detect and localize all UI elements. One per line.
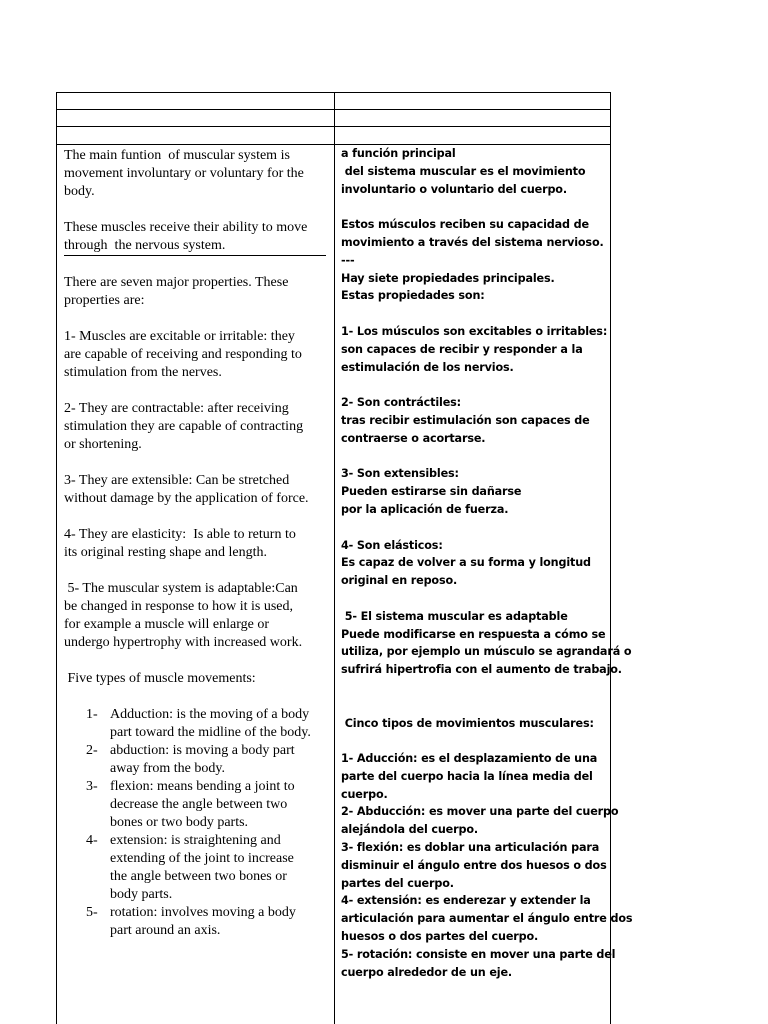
text-line: The main funtion of muscular system is bbox=[64, 148, 290, 163]
list-item bbox=[64, 904, 326, 940]
list-number: 4- bbox=[86, 833, 98, 848]
text-line: parte del cuerpo hacia la línea media del bbox=[341, 769, 593, 783]
text-line: be changed in response to how it is used, bbox=[64, 599, 294, 614]
text-line: There are seven major properties. These bbox=[64, 275, 289, 290]
list-item bbox=[64, 706, 326, 742]
paragraph-property-4 bbox=[64, 526, 326, 562]
text-line: 3- They are extensible: Can be stretched bbox=[64, 473, 290, 488]
text-line: 3- Son extensibles: bbox=[341, 467, 459, 481]
text-line: articulación para aumentar el ángulo entre dos bbox=[341, 912, 633, 926]
text-line: disminuir el ángulo entre dos huesos o dos bbox=[341, 858, 607, 872]
text-line: 5- rotación: consiste en mover una parte del bbox=[341, 947, 616, 961]
text-line: the angle between two bones or bbox=[110, 869, 287, 884]
text-line: for example a muscle will enlarge or bbox=[64, 617, 269, 632]
paragraph-propiedad-4 bbox=[341, 537, 609, 590]
text-line: through the nervous system. bbox=[64, 238, 226, 253]
paragraph-nervous-system bbox=[64, 219, 326, 256]
text-line: are capable of receiving and responding to bbox=[64, 347, 302, 362]
text-line: estimulación de los nervios. bbox=[341, 360, 514, 374]
text-line: its original resting shape and length. bbox=[64, 545, 267, 560]
list-number: 5- bbox=[86, 905, 98, 920]
paragraph-property-5 bbox=[64, 580, 326, 652]
text-line: abduction: is moving a body part bbox=[110, 743, 295, 758]
english-column bbox=[64, 147, 326, 940]
text-line: properties are: bbox=[64, 293, 145, 308]
text-line: son capaces de recibir y responder a la bbox=[341, 342, 583, 356]
text-line: 2- They are contractable: after receiving bbox=[64, 401, 289, 416]
text-line: stimulation they are capable of contracting bbox=[64, 419, 304, 434]
text-line: involuntario o voluntario del cuerpo. bbox=[341, 182, 567, 196]
text-line: 1- Los músculos son excitables o irritables: bbox=[341, 324, 608, 338]
list-item bbox=[64, 778, 326, 832]
paragraph-sistema-nervioso bbox=[341, 216, 609, 305]
text-line: 1- Muscles are excitable or irritable: they bbox=[64, 329, 295, 344]
text-line: movimiento a través del sistema nervioso. bbox=[341, 235, 604, 249]
text-line: partes del cuerpo. bbox=[341, 876, 454, 890]
text-line: 2- Son contráctiles: bbox=[341, 396, 461, 410]
text-line: These muscles receive their ability to move bbox=[64, 220, 308, 235]
text-line: 4- They are elasticity: Is able to return to bbox=[64, 527, 296, 542]
paragraph-propiedad-3 bbox=[341, 465, 609, 518]
text-line: rotation: involves moving a body bbox=[110, 905, 296, 920]
text-line: Estos músculos reciben su capacidad de bbox=[341, 218, 589, 232]
text-line: 3- flexión: es doblar una articulación para bbox=[341, 841, 600, 855]
text-line: away from the body. bbox=[110, 761, 225, 776]
list-number: 1- bbox=[86, 707, 98, 722]
translation-table bbox=[56, 92, 633, 1024]
paragraph-propiedad-2 bbox=[341, 394, 609, 447]
text-line: 5- El sistema muscular es adaptable bbox=[341, 609, 568, 623]
list-number: 3- bbox=[86, 779, 98, 794]
text-line: a función principal bbox=[341, 147, 456, 160]
paragraph-propiedad-1 bbox=[341, 323, 609, 376]
text-line: 4- Son elásticos: bbox=[341, 538, 443, 552]
text-line: without damage by the application of force. bbox=[64, 491, 309, 506]
text-line: movement involuntary or voluntary for the bbox=[64, 166, 304, 181]
text-line: part toward the midline of the body. bbox=[110, 725, 311, 740]
movements-list bbox=[64, 706, 326, 940]
text-line: undergo hypertrophy with increased work. bbox=[64, 635, 303, 650]
text-line: contraerse o acortarse. bbox=[341, 431, 486, 445]
spanish-column bbox=[341, 145, 633, 981]
text-line: extension: is straightening and bbox=[110, 833, 281, 848]
text-line: sufrirá hipertrofia con el aumento de trabajo. bbox=[341, 663, 622, 677]
paragraph-property-2 bbox=[64, 400, 326, 454]
text-line: Es capaz de volver a su forma y longitud bbox=[341, 556, 591, 570]
text-line: or shortening. bbox=[64, 437, 142, 452]
paragraph-main-function bbox=[64, 147, 326, 201]
text-line: Adduction: is the moving of a body bbox=[110, 707, 310, 722]
movements-heading: Five types of muscle movements: bbox=[64, 671, 256, 686]
text-line: part around an axis. bbox=[110, 923, 221, 938]
text-line: 2- Abducción: es mover una parte del cuerpo bbox=[341, 805, 619, 819]
movimientos-heading: Cinco tipos de movimientos musculares: bbox=[341, 716, 594, 730]
paragraph-funcion-principal bbox=[341, 145, 609, 198]
text-line: extending of the joint to increase bbox=[110, 851, 294, 866]
text-line: Hay siete propiedades principales. bbox=[341, 271, 555, 285]
text-line: 4- extensión: es enderezar y extender la bbox=[341, 894, 591, 908]
text-line: body. bbox=[64, 184, 95, 199]
text-line: decrease the angle between two bbox=[110, 797, 288, 812]
text-line: cuerpo. bbox=[341, 787, 388, 801]
text-line: del sistema muscular es el movimiento bbox=[341, 164, 586, 178]
text-line: body parts. bbox=[110, 887, 173, 902]
movimientos-list bbox=[341, 750, 633, 981]
list-number: 2- bbox=[86, 743, 98, 758]
text-line: 5- The muscular system is adaptable:Can bbox=[64, 581, 298, 596]
text-line: utiliza, por ejemplo un músculo se agrandará o bbox=[341, 645, 632, 659]
text-line: alejándola del cuerpo. bbox=[341, 823, 478, 837]
text-line: bones or two body parts. bbox=[110, 815, 249, 830]
text-line: Pueden estirarse sin dañarse bbox=[341, 485, 522, 499]
list-item bbox=[64, 832, 326, 904]
text-line: Estas propiedades son: bbox=[341, 289, 485, 303]
text-line: 1- Aducción: es el desplazamiento de una bbox=[341, 752, 598, 766]
list-item bbox=[64, 742, 326, 778]
text-line: flexion: means bending a joint to bbox=[110, 779, 295, 794]
text-line: tras recibir estimulación son capaces de bbox=[341, 413, 590, 427]
text-line: --- bbox=[341, 253, 355, 267]
text-line: huesos o dos partes del cuerpo. bbox=[341, 930, 539, 944]
text-line: Puede modificarse en respuesta a cómo se bbox=[341, 627, 606, 641]
text-line: stimulation from the nerves. bbox=[64, 365, 222, 380]
text-line: cuerpo alrededor de un eje. bbox=[341, 965, 513, 979]
paragraph-propiedad-5 bbox=[341, 608, 632, 679]
paragraph-property-3 bbox=[64, 472, 326, 508]
paragraph-properties-intro bbox=[64, 274, 326, 310]
text-line: por la aplicación de fuerza. bbox=[341, 502, 509, 516]
paragraph-property-1 bbox=[64, 328, 326, 382]
text-line: original en reposo. bbox=[341, 574, 458, 588]
table-column-divider bbox=[334, 93, 335, 1024]
